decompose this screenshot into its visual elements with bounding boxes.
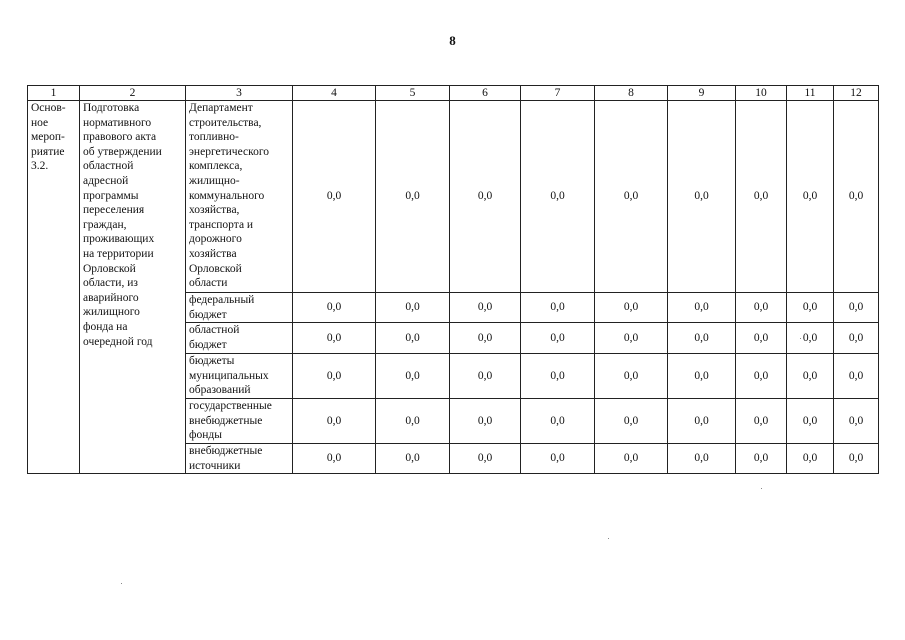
value-cell: 0,0	[450, 101, 521, 293]
header-row	[28, 86, 879, 101]
value-cell: 0,0	[521, 354, 595, 399]
value-cell: 0,0	[293, 293, 376, 323]
value-cell: 0,0	[834, 293, 879, 323]
table-row	[28, 101, 879, 293]
value-cell: 0,0	[595, 293, 668, 323]
value-cell: 0,0	[521, 323, 595, 354]
value-cell: 0,0	[668, 444, 736, 474]
column-number-10: 10	[736, 86, 787, 101]
value-cell: 0,0	[376, 101, 450, 293]
value-cell: 0,0	[668, 293, 736, 323]
column-number-7: 7	[521, 86, 595, 101]
value-cell: 0,0	[521, 399, 595, 444]
activity-code-cell: Основ- ное мероп- риятие 3.2.	[28, 101, 80, 474]
scan-speck	[121, 583, 122, 584]
funding-source-cell: внебюджетные источники	[186, 444, 293, 474]
value-cell: 0,0	[736, 293, 787, 323]
value-cell: 0,0	[787, 399, 834, 444]
value-cell: 0,0	[293, 399, 376, 444]
value-cell: 0,0	[450, 293, 521, 323]
value-cell: 0,0	[450, 354, 521, 399]
value-cell: 0,0	[787, 354, 834, 399]
column-number-9: 9	[668, 86, 736, 101]
value-cell: 0,0	[736, 101, 787, 293]
value-cell: 0,0	[293, 323, 376, 354]
value-cell: 0,0	[293, 354, 376, 399]
column-number-4: 4	[293, 86, 376, 101]
value-cell: 0,0	[787, 101, 834, 293]
value-cell: 0,0	[736, 354, 787, 399]
value-cell: 0,0	[450, 323, 521, 354]
value-cell: 0,0	[668, 323, 736, 354]
value-cell: 0,0	[595, 399, 668, 444]
value-cell: 0,0	[376, 444, 450, 474]
column-number-3: 3	[186, 86, 293, 101]
value-cell: 0,0	[595, 444, 668, 474]
value-cell: 0,0	[595, 354, 668, 399]
value-cell: 0,0	[787, 444, 834, 474]
value-cell: 0,0	[376, 399, 450, 444]
value-cell: 0,0	[834, 399, 879, 444]
funding-source-cell: бюджеты муниципальных образований	[186, 354, 293, 399]
funding-source-cell: областной бюджет	[186, 323, 293, 354]
value-cell: 0,0	[376, 354, 450, 399]
value-cell: 0,0	[521, 444, 595, 474]
value-cell: 0,0	[450, 444, 521, 474]
funding-source-cell: государственные внебюджетные фонды	[186, 399, 293, 444]
value-cell: 0,0	[450, 399, 521, 444]
scan-speck	[608, 538, 609, 539]
value-cell: 0,0	[787, 293, 834, 323]
value-cell: 0,0	[668, 354, 736, 399]
funding-source-cell: Департамент строительства, топливно- энергетического комплекса, жилищно- коммунального хозяйства, транспорта и дорожного хозяйства Орловской области	[186, 101, 293, 293]
program-activity-table	[27, 85, 879, 474]
value-cell: 0,0	[595, 101, 668, 293]
value-cell: 0,0	[376, 293, 450, 323]
value-cell: 0,0	[521, 101, 595, 293]
column-number-1: 1	[28, 86, 80, 101]
scan-speck	[800, 338, 801, 339]
value-cell: 0,0	[376, 323, 450, 354]
value-cell: 0,0	[736, 323, 787, 354]
activity-description-cell: Подготовка нормативного правового акта об утверждении областной адресной программы переселения граждан, проживающих на территории Орловской области, из аварийного жилищного фонда на очередной год	[80, 101, 186, 474]
column-number-11: 11	[787, 86, 834, 101]
funding-source-cell: федеральный бюджет	[186, 293, 293, 323]
column-number-2: 2	[80, 86, 186, 101]
value-cell: 0,0	[668, 399, 736, 444]
scan-speck	[761, 488, 762, 489]
column-number-5: 5	[376, 86, 450, 101]
column-number-8: 8	[595, 86, 668, 101]
value-cell: 0,0	[668, 101, 736, 293]
value-cell: 0,0	[834, 444, 879, 474]
value-cell: 0,0	[834, 354, 879, 399]
value-cell: 0,0	[787, 323, 834, 354]
page-number: 8	[449, 33, 456, 48]
value-cell: 0,0	[293, 444, 376, 474]
value-cell: 0,0	[736, 399, 787, 444]
value-cell: 0,0	[521, 293, 595, 323]
value-cell: 0,0	[595, 323, 668, 354]
value-cell: 0,0	[834, 101, 879, 293]
value-cell: 0,0	[293, 101, 376, 293]
column-number-12: 12	[834, 86, 879, 101]
column-number-6: 6	[450, 86, 521, 101]
value-cell: 0,0	[736, 444, 787, 474]
value-cell: 0,0	[834, 323, 879, 354]
